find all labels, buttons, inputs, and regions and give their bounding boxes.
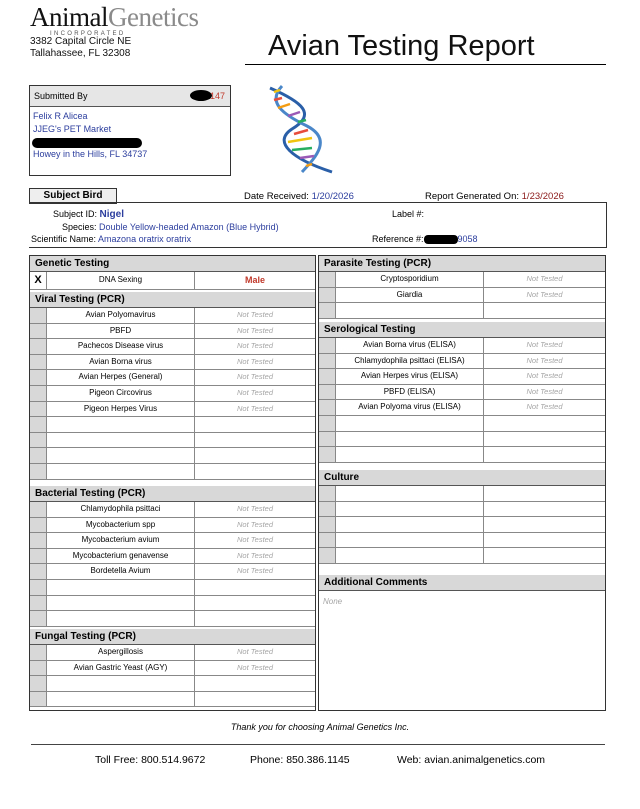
row-checkbox	[30, 692, 47, 707]
test-result: Not Tested	[526, 274, 563, 283]
test-result: Not Tested	[237, 388, 273, 397]
table-row	[319, 338, 605, 354]
test-name: Avian Herpes (General)	[47, 370, 195, 385]
row-checkbox	[30, 518, 47, 533]
table-row	[30, 518, 315, 534]
scientific-name-label: Scientific Name:	[31, 234, 97, 244]
test-result	[484, 416, 605, 431]
table-row	[319, 486, 605, 502]
row-checkbox	[30, 596, 47, 611]
test-name: Cryptosporidium	[336, 272, 484, 287]
test-result: Not Tested	[237, 325, 273, 335]
test-name	[47, 580, 195, 595]
test-result	[195, 611, 315, 626]
reference-label: Reference #:	[372, 234, 424, 244]
table-row	[30, 645, 315, 661]
species-label: Species:	[62, 222, 97, 232]
row-checkbox	[319, 447, 336, 462]
test-result	[484, 548, 605, 563]
submitted-by-label: Submitted By	[34, 91, 88, 101]
additional-comments-header: Additional Comments	[319, 575, 605, 591]
test-name	[336, 432, 484, 447]
test-result: Not Tested	[526, 371, 563, 381]
test-name: Avian Borna virus (ELISA)	[336, 338, 484, 353]
row-checkbox	[319, 288, 336, 303]
logo-incorporated: INCORPORATED	[50, 31, 126, 37]
right-test-panel	[318, 255, 606, 711]
table-row	[30, 386, 315, 402]
bacterial-testing-header: Bacterial Testing (PCR)	[30, 486, 315, 502]
row-checkbox	[30, 370, 47, 385]
redacted-reference	[424, 235, 458, 244]
row-checkbox	[30, 339, 47, 354]
test-result	[195, 676, 315, 691]
subject-bird-tab: Subject Bird	[29, 188, 117, 204]
dna-helix-icon	[262, 84, 342, 176]
row-checkbox	[30, 676, 47, 691]
row-checkbox	[30, 580, 47, 595]
table-row	[30, 464, 315, 480]
row-check-mark: X	[30, 272, 47, 289]
row-checkbox	[319, 272, 336, 287]
logo-word-animal: Animal	[30, 2, 108, 32]
test-name: Avian Polyoma virus (ELISA)	[336, 400, 484, 415]
test-name: Avian Herpes virus (ELISA)	[336, 369, 484, 384]
row-checkbox	[319, 303, 336, 318]
row-checkbox	[30, 433, 47, 448]
row-checkbox	[319, 432, 336, 447]
table-row	[30, 564, 315, 580]
table-row	[319, 416, 605, 432]
test-name: Mycobacterium spp	[47, 518, 195, 533]
test-name	[47, 596, 195, 611]
scientific-name-value: Amazona oratrix oratrix	[98, 234, 192, 244]
table-row	[30, 692, 315, 708]
address-line-2: Tallahassee, FL 32308	[30, 48, 131, 59]
row-checkbox	[319, 354, 336, 369]
submitter-city: Howey in the Hills, FL 34737	[33, 149, 148, 159]
test-name	[47, 611, 195, 626]
submitter-name: Felix R Alicea	[33, 111, 88, 121]
test-name	[47, 464, 195, 479]
footer-divider	[31, 744, 605, 745]
test-name: Chlamydophila psittaci (ELISA)	[336, 354, 484, 369]
table-row	[319, 369, 605, 385]
subject-id-value: Nigel	[99, 209, 124, 220]
test-name: Pachecos Disease virus	[47, 339, 195, 354]
test-name: Chlamydophila psittaci	[47, 502, 195, 517]
date-received-label: Date Received:	[244, 191, 309, 202]
test-name: Giardia	[336, 288, 484, 303]
footer-thanks: Thank you for choosing Animal Genetics Inc.	[230, 722, 410, 732]
table-row	[30, 355, 315, 371]
test-result: Not Tested	[237, 519, 273, 529]
test-result: Not Tested	[526, 402, 563, 412]
test-result	[195, 464, 315, 479]
test-name	[336, 303, 484, 318]
table-row	[319, 447, 605, 463]
report-generated	[425, 191, 564, 202]
test-result	[484, 517, 605, 532]
table-row	[30, 533, 315, 549]
test-name: Aspergillosis	[47, 645, 195, 660]
test-result	[484, 303, 605, 318]
test-result	[195, 692, 315, 707]
company-logo	[30, 2, 198, 33]
label-number-label: Label #:	[392, 209, 425, 219]
table-row	[30, 417, 315, 433]
row-checkbox	[319, 517, 336, 532]
footer-phone: Phone: 850.386.1145	[250, 754, 350, 766]
page-title: Avian Testing Report	[268, 30, 535, 62]
test-result: Not Tested	[237, 550, 273, 560]
test-name	[336, 416, 484, 431]
footer-toll-free: Toll Free: 800.514.9672	[95, 754, 206, 766]
test-name	[336, 533, 484, 548]
row-checkbox	[30, 502, 47, 517]
table-row	[30, 580, 315, 596]
reference	[372, 234, 478, 244]
redacted-street-address	[32, 138, 142, 148]
test-name	[336, 447, 484, 462]
test-name: DNA Sexing	[47, 272, 195, 289]
test-result: Not Tested	[526, 355, 563, 365]
test-name	[47, 676, 195, 691]
test-name: PBFD	[47, 324, 195, 339]
table-row	[30, 370, 315, 386]
test-result: Not Tested	[237, 372, 273, 382]
row-checkbox	[319, 400, 336, 415]
table-row	[30, 676, 315, 692]
test-name	[47, 433, 195, 448]
subject-id-label: Subject ID:	[53, 209, 98, 219]
table-row	[30, 402, 315, 418]
test-result: Not Tested	[526, 386, 563, 396]
species-value: Double Yellow-headed Amazon (Blue Hybrid)	[99, 222, 279, 232]
row-checkbox	[30, 386, 47, 401]
table-row	[319, 517, 605, 533]
row-checkbox	[319, 533, 336, 548]
subject-id	[53, 209, 124, 220]
report-generated-label: Report Generated On:	[425, 191, 519, 202]
table-row	[319, 385, 605, 401]
row-checkbox	[319, 369, 336, 384]
table-row	[319, 303, 605, 319]
test-result: Not Tested	[237, 310, 273, 319]
redaction-mark	[190, 90, 212, 101]
row-checkbox	[319, 385, 336, 400]
test-result	[195, 417, 315, 432]
table-row	[319, 548, 605, 564]
test-result: Not Tested	[237, 662, 273, 672]
test-name	[47, 448, 195, 463]
table-row	[319, 272, 605, 288]
table-row	[30, 448, 315, 464]
culture-header: Culture	[319, 470, 605, 486]
test-result	[195, 580, 315, 595]
test-result	[484, 486, 605, 501]
table-row	[319, 533, 605, 549]
row-checkbox	[319, 416, 336, 431]
row-checkbox	[30, 308, 47, 323]
left-test-panel	[29, 255, 316, 711]
test-name: Pigeon Herpes Virus	[47, 402, 195, 417]
row-checkbox	[30, 417, 47, 432]
test-name	[336, 502, 484, 517]
test-name: Avian Borna virus	[47, 355, 195, 370]
submitted-by-header	[30, 86, 230, 107]
row-checkbox	[30, 324, 47, 339]
test-name	[336, 517, 484, 532]
test-result: Not Tested	[237, 356, 273, 366]
test-result	[484, 432, 605, 447]
test-result: Not Tested	[237, 535, 273, 545]
table-row	[30, 272, 315, 290]
footer-web-link[interactable]: Web: avian.animalgenetics.com	[397, 754, 546, 766]
genetic-testing-header: Genetic Testing	[30, 256, 315, 272]
test-result: Not Tested	[237, 566, 273, 576]
row-checkbox	[319, 548, 336, 563]
table-row	[30, 611, 315, 627]
serological-testing-header: Serological Testing	[319, 322, 605, 338]
test-result: Not Tested	[526, 340, 563, 349]
report-generated-value: 1/23/2026	[521, 191, 564, 202]
fungal-testing-header: Fungal Testing (PCR)	[30, 629, 315, 645]
table-row	[30, 339, 315, 355]
row-checkbox	[319, 486, 336, 501]
test-name	[336, 548, 484, 563]
row-checkbox	[30, 549, 47, 564]
submitter-id-suffix: 147	[210, 91, 226, 101]
test-name: Bordetella Avium	[47, 564, 195, 579]
logo-word-genetics: Genetics	[108, 2, 199, 32]
test-name	[47, 417, 195, 432]
date-received-value: 1/20/2026	[311, 191, 354, 202]
row-checkbox	[319, 502, 336, 517]
table-row	[30, 433, 315, 449]
table-row	[319, 502, 605, 518]
submitter-business: JJEG's PET Market	[33, 124, 112, 134]
species	[62, 222, 279, 232]
test-result	[484, 447, 605, 462]
row-checkbox	[30, 464, 47, 479]
test-name: Pigeon Circovirus	[47, 386, 195, 401]
test-result	[484, 502, 605, 517]
test-name: Avian Gastric Yeast (AGY)	[47, 661, 195, 676]
test-name: Avian Polyomavirus	[47, 308, 195, 323]
address-line-1: 3382 Capital Circle NE	[30, 36, 132, 47]
test-name	[47, 692, 195, 707]
test-name	[336, 486, 484, 501]
row-checkbox	[30, 645, 47, 660]
reference-suffix: 9058	[457, 234, 478, 244]
test-result	[484, 533, 605, 548]
row-checkbox	[30, 448, 47, 463]
parasite-testing-header: Parasite Testing (PCR)	[319, 256, 605, 272]
row-checkbox	[319, 338, 336, 353]
test-result: Male	[244, 275, 265, 285]
submitted-by-box	[29, 85, 231, 176]
table-row	[30, 324, 315, 340]
test-name: PBFD (ELISA)	[336, 385, 484, 400]
viral-testing-header: Viral Testing (PCR)	[30, 292, 315, 308]
table-row	[30, 596, 315, 612]
row-checkbox	[30, 533, 47, 548]
table-row	[30, 661, 315, 677]
date-received	[244, 191, 354, 202]
test-result	[195, 433, 315, 448]
comments-text: None	[323, 597, 343, 606]
row-checkbox	[30, 661, 47, 676]
test-result: Not Tested	[237, 403, 273, 413]
footer-web[interactable]	[397, 754, 545, 766]
test-result: Not Tested	[526, 289, 563, 299]
row-checkbox	[30, 402, 47, 417]
table-row	[319, 354, 605, 370]
row-checkbox	[30, 355, 47, 370]
test-result: Not Tested	[237, 647, 273, 656]
test-result: Not Tested	[237, 341, 273, 351]
table-row	[30, 308, 315, 324]
table-row	[319, 400, 605, 416]
test-name: Mycobacterium genavense	[47, 549, 195, 564]
table-row	[30, 549, 315, 565]
title-divider	[245, 64, 606, 65]
table-row	[30, 502, 315, 518]
row-checkbox	[30, 564, 47, 579]
test-result	[195, 448, 315, 463]
test-name: Mycobacterium avium	[47, 533, 195, 548]
table-row	[319, 288, 605, 304]
table-row	[319, 432, 605, 448]
row-checkbox	[30, 611, 47, 626]
test-result	[195, 596, 315, 611]
test-result: Not Tested	[237, 504, 273, 513]
scientific-name	[31, 234, 191, 244]
